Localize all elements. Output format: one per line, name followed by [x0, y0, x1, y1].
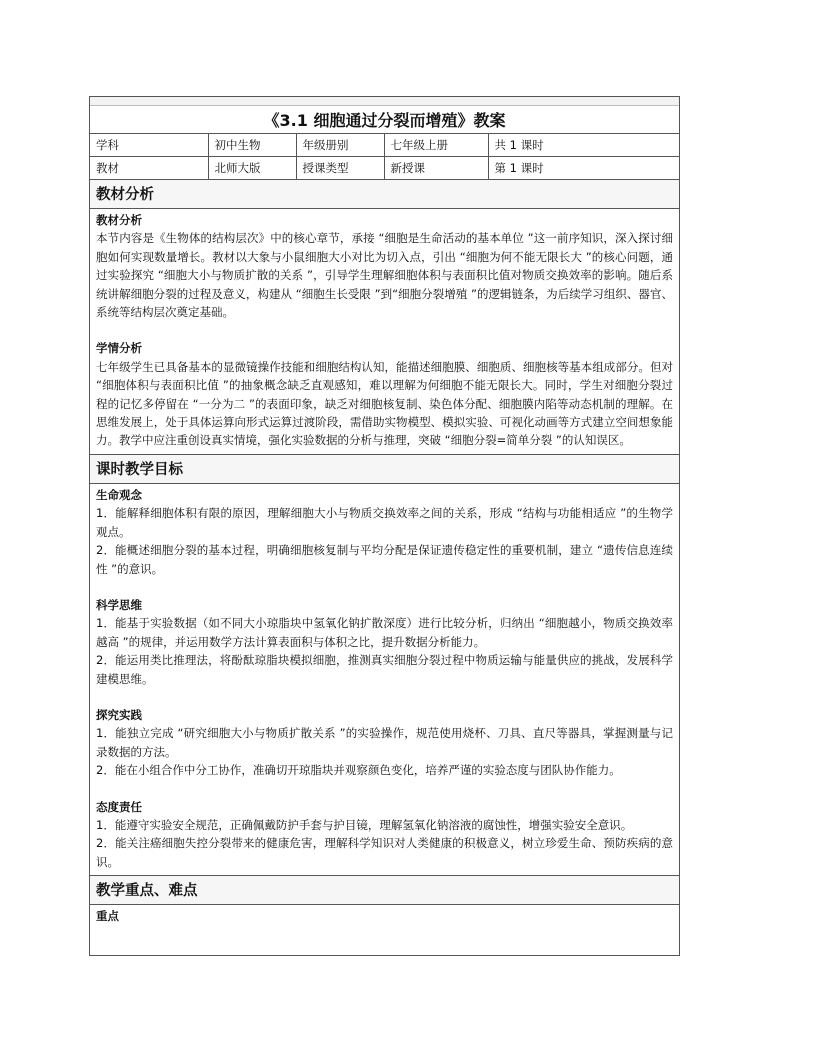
subheading-goal-group: 态度责任: [96, 799, 142, 814]
info-row: [90, 134, 679, 157]
info-cell: 学科: [90, 134, 208, 157]
info-cell: 新授课: [384, 157, 488, 180]
goal-item: 1．能解释细胞体积有限的原因，理解细胞大小与物质交换效率之间的关系，形成 “结构与功能相适应 ”的生物学观点。: [96, 506, 673, 539]
paragraph-learner: 七年级学生已具备基本的显微镜操作技能和细胞结构认知，能描述细胞膜、细胞质、细胞核等基本组成部分。但对 “细胞体积与表面积比值 ”的抽象概念缺乏直观感知，难以理解为何细胞不能无限长大。同时，学生对细胞分裂过程的记忆多停留在 “一分为二 ”的表面印象，缺乏对细胞核复制、染色体分配、细胞膜内陷等动态机制的理解。在思维发展上，处于具体运算向形式运算过渡阶段，需借助实物模型、模拟实验、可视化动画等方式建立空间想象能力。教学中应注重创设真实情境，强化实验数据的分析与推理，突破 “细胞分裂=简单分裂 ”的认知误区。: [96, 359, 673, 448]
section-body-analysis: [90, 209, 679, 454]
goal-item: 2．能概述细胞分裂的基本过程，明确细胞核复制与平均分配是保证遗传稳定性的重要机制，建立 “遗传信息连续性 ”的意识。: [96, 543, 673, 576]
subheading-key-point: 重点: [96, 909, 119, 924]
info-cell: 教材: [90, 157, 208, 180]
goal-item: 2．能关注癌细胞失控分裂带来的健康危害，理解科学知识对人类健康的积极意义，树立珍爱生命、预防疾病的意识。: [96, 836, 673, 869]
document-title: 《3.1 细胞通过分裂而增殖》教案: [90, 106, 679, 134]
section-body-key-points: [90, 905, 679, 929]
info-cell: 共 1 课时: [488, 134, 679, 157]
top-margin-bar: [90, 97, 679, 106]
paragraph-textbook: 本节内容是《生物体的结构层次》中的核心章节，承接 “细胞是生命活动的基本单位 ”这一前序知识，深入探讨细胞如何实现数量增长。教材以大象与小鼠细胞大小对比为切入点，引出 “细胞为何不能无限长大 ”的核心问题，通过实验探究 “细胞大小与物质扩散的关系 ”，引导学生理解细胞体积与表面积比值对物质交换效率的影响。随后系统讲解细胞分裂的过程及意义，构建从 “细胞生长受限 ”到“细胞分裂增殖 ”的逻辑链条，为后续学习组织、器官、系统等结构层次奠定基础。: [96, 231, 673, 320]
section-heading-analysis: 教材分析: [90, 180, 679, 209]
info-cell: 七年级上册: [384, 134, 488, 157]
section-heading-key-points: 教学重点、难点: [90, 875, 679, 905]
subheading-goal-group: 科学思维: [96, 597, 142, 612]
lesson-plan-document: [89, 96, 680, 956]
section-heading-goals: 课时教学目标: [90, 454, 679, 484]
subheading-goal-group: 探究实践: [96, 707, 142, 722]
info-cell: 北师大版: [208, 157, 296, 180]
goal-item: 1．能基于实验数据（如不同大小琼脂块中氢氧化钠扩散深度）进行比较分析，归纳出 “细胞越小，物质交换效率越高 ”的规律，并运用数学方法计算表面积与体积之比，提升数据分析能力。: [96, 616, 673, 649]
info-cell: 授课类型: [296, 157, 384, 180]
info-table: [90, 134, 679, 180]
goal-item: 2．能运用类比推理法，将酚酞琼脂块模拟细胞，推测真实细胞分裂过程中物质运输与能量供应的挑战，发展科学建模思维。: [96, 653, 673, 686]
info-row: [90, 157, 679, 180]
subheading-textbook: 教材分析: [96, 213, 142, 227]
info-cell: 年级册别: [296, 134, 384, 157]
info-cell: 第 1 课时: [488, 157, 679, 180]
goal-item: 1．能遵守实验安全规范，正确佩戴防护手套与护目镜，理解氢氧化钠溶液的腐蚀性，增强实验安全意识。: [96, 817, 633, 832]
subheading-learner: 学情分析: [96, 341, 142, 356]
info-cell: 初中生物: [208, 134, 296, 157]
section-body-goals: [90, 484, 679, 875]
subheading-goal-group: 生命观念: [96, 487, 142, 502]
goal-item: 1．能独立完成 “研究细胞大小与物质扩散关系 ”的实验操作，规范使用烧杯、刀具、直尺等器具，掌握测量与记录数据的方法。: [96, 726, 673, 759]
goal-item: 2．能在小组合作中分工协作，准确切开琼脂块并观察颜色变化，培养严谨的实验态度与团队协作能力。: [96, 763, 621, 778]
